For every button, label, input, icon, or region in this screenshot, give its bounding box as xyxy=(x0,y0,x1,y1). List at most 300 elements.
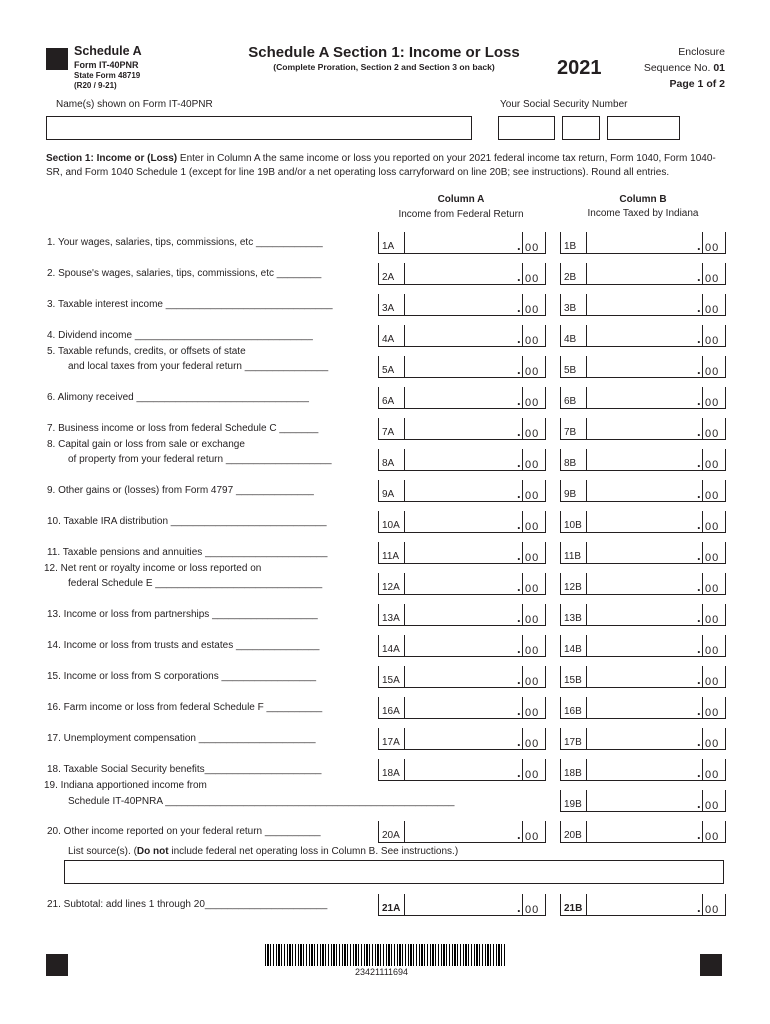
sequence-number xyxy=(585,62,725,74)
code-separator xyxy=(404,666,405,688)
field-border xyxy=(725,511,726,533)
section-intro xyxy=(46,152,726,180)
cents-value: 00 xyxy=(525,707,540,719)
amount-field-a[interactable] xyxy=(378,894,546,916)
decimal-point: . xyxy=(697,641,701,656)
line-code: 11A xyxy=(382,551,400,562)
cents-separator xyxy=(702,666,703,688)
field-border xyxy=(378,480,379,502)
cents-separator xyxy=(702,511,703,533)
cents-separator xyxy=(522,821,523,843)
line-code: 7B xyxy=(564,427,577,438)
field-border xyxy=(725,635,726,657)
line-code: 13A xyxy=(382,613,400,624)
decimal-point: . xyxy=(697,548,701,563)
amount-field-a[interactable] xyxy=(378,728,546,750)
field-border xyxy=(725,232,726,254)
cents-value: 00 xyxy=(705,490,720,502)
line-code: 3B xyxy=(564,303,577,314)
decimal-point: . xyxy=(517,362,521,377)
amount-field-a[interactable] xyxy=(378,697,546,719)
field-border xyxy=(378,635,379,657)
line-code: 10B xyxy=(564,520,582,531)
field-border xyxy=(725,542,726,564)
amount-field-b[interactable] xyxy=(560,449,726,471)
field-border xyxy=(725,821,726,843)
line-code: 9A xyxy=(382,489,395,500)
cents-value: 00 xyxy=(705,707,720,719)
amount-field-b[interactable] xyxy=(560,573,726,595)
name-input[interactable] xyxy=(46,116,472,140)
code-separator xyxy=(586,511,587,533)
code-separator xyxy=(586,387,587,409)
line-label: 20. Other income reported on your federal return __________ xyxy=(47,826,321,837)
cents-separator xyxy=(522,697,523,719)
decimal-point: . xyxy=(697,703,701,718)
line-label: 9. Other gains or (losses) from Form 4797 ______________ xyxy=(47,485,314,496)
field-border xyxy=(378,325,379,347)
amount-field-a[interactable] xyxy=(378,232,546,254)
decimal-point: . xyxy=(697,610,701,625)
code-separator xyxy=(404,697,405,719)
cents-separator xyxy=(522,666,523,688)
field-border xyxy=(545,480,546,502)
registration-mark-top-left xyxy=(46,48,68,70)
line-code: 10A xyxy=(382,520,400,531)
cents-separator xyxy=(702,418,703,440)
field-border xyxy=(545,697,546,719)
cents-value: 00 xyxy=(525,738,540,750)
cents-separator xyxy=(702,387,703,409)
field-border xyxy=(545,604,546,626)
amount-field-b[interactable] xyxy=(560,542,726,564)
decimal-point: . xyxy=(697,269,701,284)
cents-separator xyxy=(522,232,523,254)
cents-separator xyxy=(702,604,703,626)
amount-field-b[interactable] xyxy=(560,604,726,626)
cents-value: 00 xyxy=(705,800,720,812)
field-border xyxy=(560,790,561,812)
sequence-value: 01 xyxy=(713,62,725,74)
cents-value: 00 xyxy=(525,273,540,285)
ssn-input-part1[interactable] xyxy=(498,116,555,140)
field-border xyxy=(378,759,379,781)
cents-value: 00 xyxy=(705,366,720,378)
code-separator xyxy=(586,635,587,657)
amount-field-b[interactable] xyxy=(560,480,726,502)
amount-field-a[interactable] xyxy=(378,604,546,626)
field-border xyxy=(725,666,726,688)
cents-value: 00 xyxy=(705,397,720,409)
line-code: 15B xyxy=(564,675,582,686)
field-border xyxy=(378,387,379,409)
cents-separator xyxy=(522,635,523,657)
line-label: 15. Income or loss from S corporations _________________ xyxy=(47,671,317,682)
line-code: 1B xyxy=(564,241,577,252)
field-border xyxy=(725,604,726,626)
cents-separator xyxy=(522,480,523,502)
code-separator xyxy=(586,666,587,688)
column-b-title: Column B xyxy=(619,194,667,205)
field-border xyxy=(725,697,726,719)
decimal-point: . xyxy=(517,900,521,915)
field-border xyxy=(545,821,546,843)
amount-field-b[interactable] xyxy=(560,697,726,719)
amount-field-b[interactable] xyxy=(560,356,726,378)
line-label: 4. Dividend income ________________________________ xyxy=(47,330,313,341)
line-code: 8B xyxy=(564,458,577,469)
amount-field-b[interactable] xyxy=(560,666,726,688)
cents-separator xyxy=(522,387,523,409)
field-border xyxy=(378,511,379,533)
line20-source-input[interactable] xyxy=(64,860,724,884)
code-separator xyxy=(404,759,405,781)
amount-field-b[interactable] xyxy=(560,759,726,781)
enclosure-label: Enclosure xyxy=(678,46,725,58)
cents-value: 00 xyxy=(705,335,720,347)
decimal-point: . xyxy=(697,362,701,377)
barcode xyxy=(265,944,505,966)
field-border xyxy=(378,604,379,626)
cents-separator xyxy=(702,790,703,812)
field-border xyxy=(560,759,561,781)
amount-field-a[interactable] xyxy=(378,387,546,409)
cents-separator xyxy=(702,635,703,657)
amount-field-a[interactable] xyxy=(378,573,546,595)
decimal-point: . xyxy=(517,734,521,749)
cents-value: 00 xyxy=(525,769,540,781)
code-separator xyxy=(586,232,587,254)
decimal-point: . xyxy=(517,486,521,501)
amount-field-a[interactable] xyxy=(378,294,546,316)
revision: (R20 / 9-21) xyxy=(74,81,117,90)
decimal-point: . xyxy=(697,900,701,915)
field-border xyxy=(378,821,379,843)
line-code: 6A xyxy=(382,396,395,407)
cents-separator xyxy=(522,418,523,440)
field-border xyxy=(560,604,561,626)
decimal-point: . xyxy=(697,579,701,594)
code-separator xyxy=(586,542,587,564)
line-label: 14. Income or loss from trusts and estates _______________ xyxy=(47,640,320,651)
amount-field-a[interactable] xyxy=(378,821,546,843)
line-code: 6B xyxy=(564,396,577,407)
cents-separator xyxy=(702,449,703,471)
code-separator xyxy=(586,821,587,843)
field-border xyxy=(545,325,546,347)
code-separator xyxy=(586,697,587,719)
code-separator xyxy=(404,542,405,564)
field-border xyxy=(545,728,546,750)
cents-separator xyxy=(522,604,523,626)
line-code: 5A xyxy=(382,365,395,376)
barcode-number: 23421111694 xyxy=(355,967,409,977)
column-b-subtitle: Income Taxed by Indiana xyxy=(587,208,699,219)
field-border xyxy=(560,356,561,378)
cents-separator xyxy=(702,263,703,285)
decimal-point: . xyxy=(517,393,521,408)
decimal-point: . xyxy=(517,424,521,439)
cents-separator xyxy=(702,697,703,719)
cents-separator xyxy=(702,480,703,502)
decimal-point: . xyxy=(517,579,521,594)
code-separator xyxy=(586,728,587,750)
ssn-input-part3[interactable] xyxy=(607,116,680,140)
field-border xyxy=(378,263,379,285)
field-border xyxy=(725,387,726,409)
line12-label: 12. Net rent or royalty income or loss reported on xyxy=(44,563,262,574)
code-separator xyxy=(586,790,587,812)
cents-separator xyxy=(522,542,523,564)
decimal-point: . xyxy=(697,238,701,253)
amount-field-b[interactable] xyxy=(560,325,726,347)
amount-field-a[interactable] xyxy=(378,356,546,378)
field-border xyxy=(725,790,726,812)
field-border xyxy=(545,263,546,285)
field-border xyxy=(560,418,561,440)
decimal-point: . xyxy=(517,517,521,532)
line-label: 2. Spouse's wages, salaries, tips, commissions, etc ________ xyxy=(47,268,322,279)
field-border xyxy=(725,573,726,595)
decimal-point: . xyxy=(697,765,701,780)
decimal-point: . xyxy=(517,765,521,780)
cents-value: 00 xyxy=(705,459,720,471)
line-code: 16A xyxy=(382,706,400,717)
field-border xyxy=(378,697,379,719)
line-label: federal Schedule E ______________________________ xyxy=(68,578,323,589)
decimal-point: . xyxy=(517,269,521,284)
code-separator xyxy=(404,449,405,471)
cents-separator xyxy=(702,294,703,316)
line20-list-suffix: include federal net operating loss in Column B. See instructions.) xyxy=(168,846,459,857)
line-label: and local taxes from your federal return _______________ xyxy=(68,361,329,372)
decimal-point: . xyxy=(517,548,521,563)
amount-field-b[interactable] xyxy=(560,894,726,916)
cents-value: 00 xyxy=(705,769,720,781)
field-border xyxy=(545,449,546,471)
line-code: 15A xyxy=(382,675,400,686)
line-code: 18B xyxy=(564,768,582,779)
code-separator xyxy=(586,356,587,378)
field-border xyxy=(545,759,546,781)
line-code: 9B xyxy=(564,489,577,500)
line-code: 20B xyxy=(564,830,582,841)
cents-separator xyxy=(522,263,523,285)
amount-field-a[interactable] xyxy=(378,635,546,657)
state-form: State Form 48719 xyxy=(74,71,141,80)
line-label: 11. Taxable pensions and annuities ______________________ xyxy=(47,547,328,558)
amount-field-a[interactable] xyxy=(378,480,546,502)
cents-value: 00 xyxy=(525,904,540,916)
cents-value: 00 xyxy=(525,521,540,533)
line-code: 21A xyxy=(382,903,401,914)
amount-field-a[interactable] xyxy=(378,759,546,781)
field-border xyxy=(560,821,561,843)
page-title: Schedule A Section 1: Income or Loss xyxy=(248,44,520,61)
cents-value: 00 xyxy=(525,676,540,688)
cents-separator xyxy=(702,573,703,595)
registration-mark-bottom-right xyxy=(700,954,722,976)
cents-separator xyxy=(522,294,523,316)
line-code: 11B xyxy=(564,551,582,562)
field-border xyxy=(725,449,726,471)
code-separator xyxy=(404,573,405,595)
line-label: 6. Alimony received _______________________________ xyxy=(47,392,309,403)
amount-field-a[interactable] xyxy=(378,449,546,471)
field-border xyxy=(378,542,379,564)
line-code: 14A xyxy=(382,644,400,655)
code-separator xyxy=(586,573,587,595)
line5-label: 5. Taxable refunds, credits, or offsets of state xyxy=(47,346,246,357)
cents-separator xyxy=(522,573,523,595)
cents-value: 00 xyxy=(705,242,720,254)
line-label: 7. Business income or loss from federal Schedule C _______ xyxy=(47,423,319,434)
amount-field-b[interactable] xyxy=(560,635,726,657)
code-separator xyxy=(586,325,587,347)
line-label: 10. Taxable IRA distribution ____________________________ xyxy=(47,516,327,527)
cents-value: 00 xyxy=(525,304,540,316)
code-separator xyxy=(586,759,587,781)
field-border xyxy=(378,666,379,688)
amount-field-a[interactable] xyxy=(378,666,546,688)
amount-field-b[interactable] xyxy=(560,821,726,843)
field-border xyxy=(560,894,561,916)
ssn-input-part2[interactable] xyxy=(562,116,600,140)
field-border xyxy=(560,263,561,285)
decimal-point: . xyxy=(697,796,701,811)
line19-label: 19. Indiana apportioned income from xyxy=(44,780,207,791)
line20-list-prefix: List source(s). ( xyxy=(68,846,137,857)
cents-value: 00 xyxy=(705,552,720,564)
amount-field-a[interactable] xyxy=(378,542,546,564)
cents-separator xyxy=(522,356,523,378)
amount-field-a[interactable] xyxy=(378,418,546,440)
line-code: 12A xyxy=(382,582,400,593)
cents-value: 00 xyxy=(525,428,540,440)
amount-field-b[interactable] xyxy=(560,387,726,409)
decimal-point: . xyxy=(517,238,521,253)
field-border xyxy=(378,294,379,316)
line-label: 17. Unemployment compensation _____________________ xyxy=(47,733,316,744)
cents-separator xyxy=(522,325,523,347)
code-separator xyxy=(586,604,587,626)
line-label: of property from your federal return ___________________ xyxy=(68,454,332,465)
line-label: 16. Farm income or loss from federal Schedule F __________ xyxy=(47,702,323,713)
code-separator xyxy=(404,894,405,916)
field-border xyxy=(725,894,726,916)
field-border xyxy=(545,387,546,409)
field-border xyxy=(560,666,561,688)
line19-sublabel: Schedule IT-40PNRA ____________________________________________________ xyxy=(68,796,455,807)
line-code: 2A xyxy=(382,272,395,283)
line20-list-label xyxy=(68,846,458,857)
code-separator xyxy=(586,449,587,471)
field-border xyxy=(560,728,561,750)
cents-separator xyxy=(702,356,703,378)
cents-value: 00 xyxy=(525,614,540,626)
amount-field-b[interactable] xyxy=(560,511,726,533)
amount-field-a[interactable] xyxy=(378,263,546,285)
cents-value: 00 xyxy=(525,397,540,409)
cents-value: 00 xyxy=(705,583,720,595)
code-separator xyxy=(404,418,405,440)
cents-value: 00 xyxy=(525,552,540,564)
field-border xyxy=(560,325,561,347)
line-label: 21. Subtotal: add lines 1 through 20______________________ xyxy=(47,899,328,910)
amount-field-a[interactable] xyxy=(378,511,546,533)
code-separator xyxy=(586,894,587,916)
decimal-point: . xyxy=(517,610,521,625)
line-code: 19B xyxy=(564,799,582,810)
amount-field-b[interactable] xyxy=(560,232,726,254)
cents-value: 00 xyxy=(705,738,720,750)
cents-value: 00 xyxy=(705,614,720,626)
code-separator xyxy=(586,480,587,502)
section-heading: Section 1: Income or (Loss) xyxy=(46,153,178,164)
decimal-point: . xyxy=(517,641,521,656)
amount-field-b[interactable] xyxy=(560,294,726,316)
field-border xyxy=(545,542,546,564)
amount-field-b[interactable] xyxy=(560,790,726,812)
cents-value: 00 xyxy=(525,490,540,502)
field-border xyxy=(725,356,726,378)
line-code: 14B xyxy=(564,644,582,655)
field-border xyxy=(545,511,546,533)
field-border xyxy=(545,418,546,440)
amount-field-b[interactable] xyxy=(560,418,726,440)
line-label: 13. Income or loss from partnerships ___________________ xyxy=(47,609,318,620)
code-separator xyxy=(404,511,405,533)
decimal-point: . xyxy=(517,331,521,346)
column-a-subtitle: Income from Federal Return xyxy=(398,209,524,220)
cents-separator xyxy=(702,542,703,564)
field-border xyxy=(560,697,561,719)
field-border xyxy=(560,635,561,657)
names-label: Name(s) shown on Form IT-40PNR xyxy=(56,99,213,110)
amount-field-a[interactable] xyxy=(378,325,546,347)
code-separator xyxy=(404,356,405,378)
line-code: 8A xyxy=(382,458,395,469)
field-border xyxy=(378,356,379,378)
line-code: 3A xyxy=(382,303,395,314)
amount-field-b[interactable] xyxy=(560,263,726,285)
code-separator xyxy=(404,387,405,409)
decimal-point: . xyxy=(697,331,701,346)
decimal-point: . xyxy=(517,703,521,718)
line-code: 16B xyxy=(564,706,582,717)
field-border xyxy=(378,573,379,595)
cents-separator xyxy=(702,728,703,750)
decimal-point: . xyxy=(517,455,521,470)
cents-value: 00 xyxy=(525,459,540,471)
line-code: 12B xyxy=(564,582,582,593)
field-border xyxy=(378,232,379,254)
field-border xyxy=(560,449,561,471)
line-code: 17B xyxy=(564,737,582,748)
cents-separator xyxy=(702,894,703,916)
line-code: 1A xyxy=(382,241,395,252)
decimal-point: . xyxy=(697,424,701,439)
line20-list-bold: Do not xyxy=(136,846,169,857)
cents-separator xyxy=(522,759,523,781)
decimal-point: . xyxy=(697,393,701,408)
amount-field-b[interactable] xyxy=(560,728,726,750)
cents-value: 00 xyxy=(525,366,540,378)
cents-value: 00 xyxy=(525,831,540,843)
page-subtitle: (Complete Proration, Section 2 and Section 3 on back) xyxy=(273,62,495,72)
field-border xyxy=(560,232,561,254)
field-border xyxy=(725,294,726,316)
